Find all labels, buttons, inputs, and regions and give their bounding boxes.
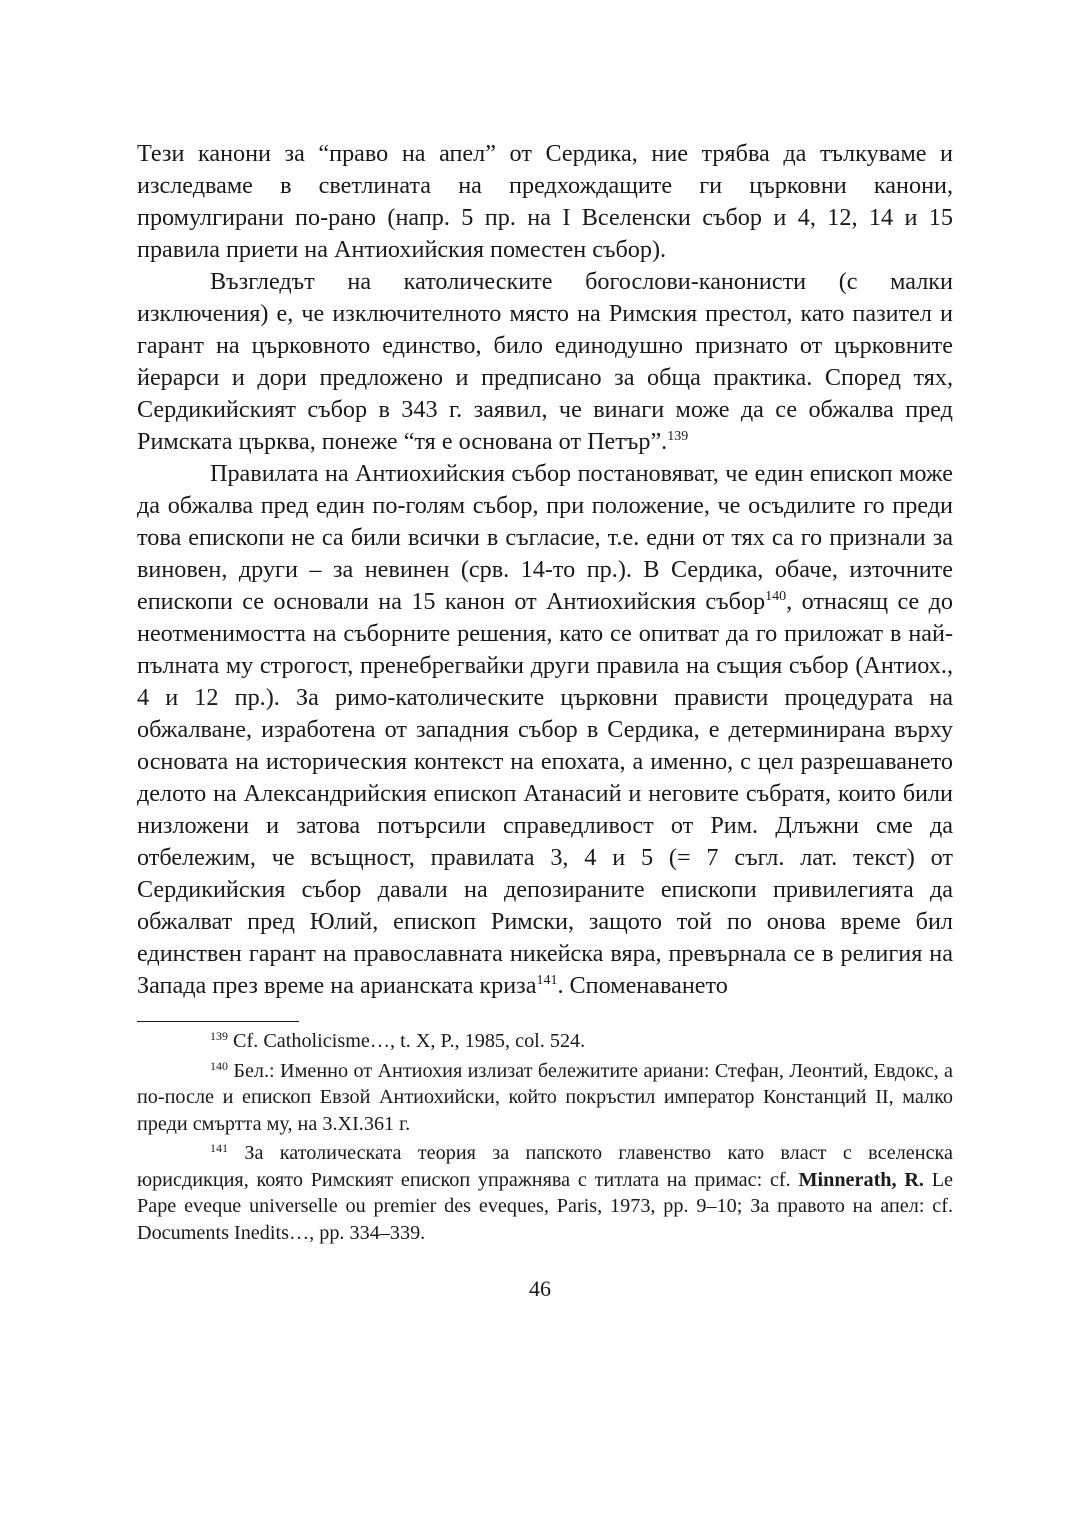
footnote-140	[137, 1058, 953, 1138]
footnote-ref-139[interactable]: 139	[667, 429, 689, 444]
footnote-141	[137, 1140, 953, 1246]
footnote-139	[137, 1028, 953, 1055]
footnote-139-text: Cf. Catholicisme…, t. X, P., 1985, col. 524.	[228, 1030, 586, 1052]
footnote-141-text-b: Le Pape eveque universelle ou premier des eveques, Paris, 1973, pp. 9–10; За правото на апел: cf. Documents Inedits…, pp. 334–339.	[137, 1168, 953, 1244]
footnotes	[137, 1028, 953, 1246]
paragraph-3-text-a: Правилата на Антиохийския събор постановяват, че един епископ може да обжалва пред един по-голям събор, при положение, че осъдилите го преди това епископи не са били всички в съгласие, т.е. едни от тях са го признали за виновен, други – за невинен (срв. 14-то пр.). В Сердика, обаче, източните епископи се основали на 15 канон от Антиохийския събор	[137, 460, 953, 615]
footnote-140-text: Бел.: Именно от Антиохия излизат бележитите ариани: Стефан, Леонтий, Евдокс, а по-после и епископ Евзой Антиохийски, който покръстил император Констанций II, малко преди смъртта му, на 3.XI.361 г.	[137, 1059, 953, 1135]
paragraph-2	[137, 266, 953, 458]
footnote-141-text-a: За католическата теория за папското главенство като власт с вселенска юрисдикция, която Римският епископ упражнява с титлата на примас: cf.	[137, 1142, 953, 1191]
footnote-number-139: 139	[210, 1029, 228, 1043]
footnote-number-140: 140	[210, 1058, 228, 1073]
page-content	[137, 138, 953, 1246]
footnote-divider	[137, 1021, 299, 1022]
body-text	[137, 138, 953, 1002]
paragraph-2-text: Възгледът на католическите богослови-канонисти (с малки изключения) е, че изключителното място на Римския престол, като пазител и гарант на църковното единство, било единодушно признато от църковните йерарси и дори предложено и предписано за обща практика. Според тях, Сердикийският събор в 343 г. заявил, че винаги може да се обжалва пред Римската църква, понеже “тя е основана от Петър”.	[137, 268, 953, 455]
footnote-number-141: 141	[210, 1141, 228, 1155]
paragraph-3-text-c: . Споменаването	[557, 972, 728, 999]
paragraph-3-text-b: , отнасящ се до неотменимостта на съборните решения, като се опитват да го приложат в най-пълната му строгост, пренебрегвайки други правила на същия събор (Антиох., 4 и 12 пр.). За римо-католическите църковни прависти процедурата на обжалване, изработена от западния събор в Сердика, е детерминирана върху основата на историческия контекст на епохата, а именно, с цел разрешаването делото на Александрийския епископ Атанасий и неговите събратя, които били низложени и затова потърсили справедливост от Рим. Длъжни сме да отбележим, че всъщност, правилата 3, 4 и 5 (= 7 съгл. лат. текст) от Сердикийския събор давали на депозираните епископи привилегията да обжалват пред Юлий, епископ Римски, защото той по онова време бил единствен гарант на православната никейска вяра, превърнала се в религия на Запада през време на арианската криза	[137, 588, 953, 999]
paragraph-1-text: Тези канони за “право на апел” от Сердика, ние трябва да тълкуваме и изследваме в светлината на предхождащите ги църковни канони, промулгирани по-рано (напр. 5 пр. на I Вселенски събор и 4, 12, 14 и 15 правила приети на Антиохийския поместен събор).	[137, 140, 953, 263]
page-number: 46	[529, 1276, 551, 1301]
paragraph-3	[137, 458, 953, 1002]
paragraph-1	[137, 138, 953, 266]
footnote-141-author: Minnerath, R.	[798, 1168, 924, 1191]
footnote-ref-140[interactable]: 140	[765, 589, 787, 604]
footnote-ref-141[interactable]: 141	[536, 973, 558, 988]
